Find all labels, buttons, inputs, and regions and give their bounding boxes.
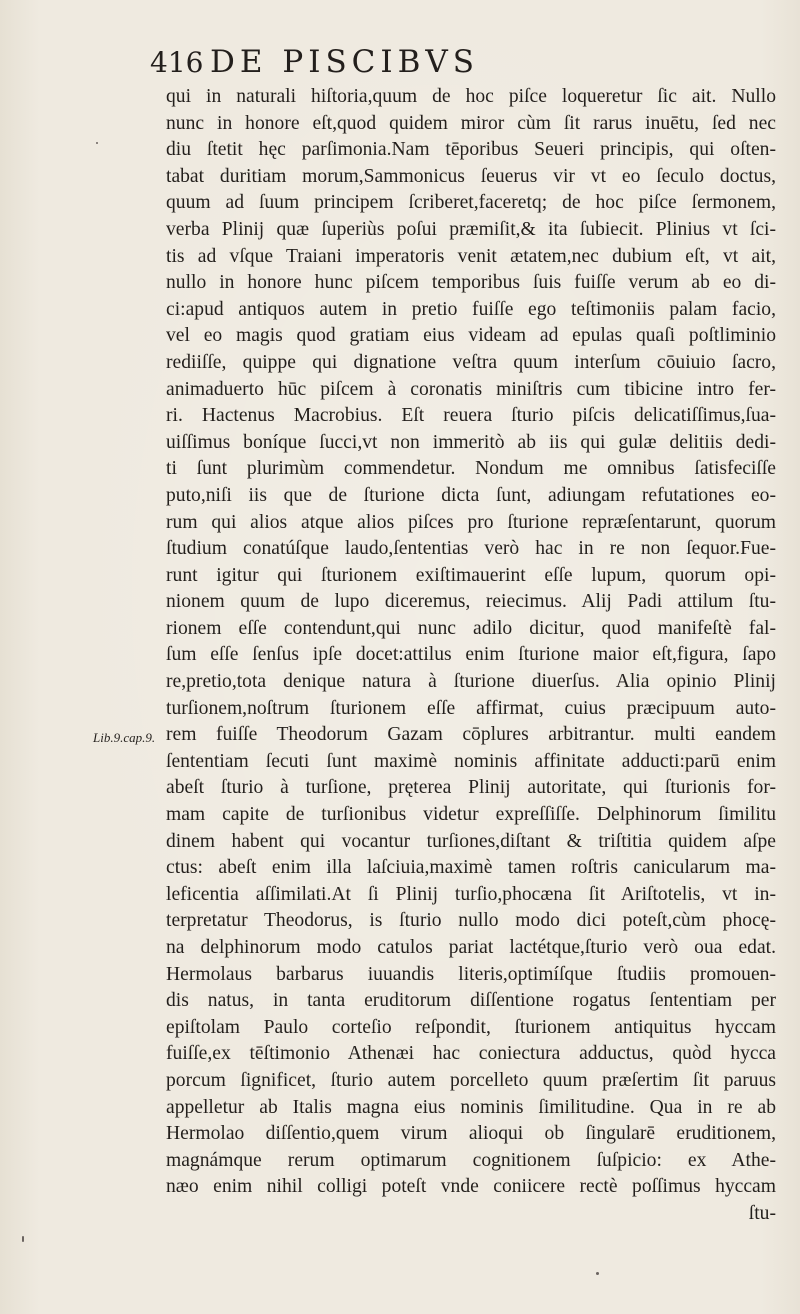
catchword: ſtu- <box>748 1202 776 1224</box>
text-line: vel eo magis quod gratiam eius videam ad epulas quaſi poſtliminio <box>166 325 776 347</box>
text-line: verba Plinij quæ ſuperiùs poſui præmiſit,& ita ſubiecit. Plinius vt ſci- <box>166 218 776 240</box>
text-line: nionem quum de lupo diceremus, reiecimus. Alij Padi attilum ſtu- <box>166 591 776 613</box>
text-line: diu ſtetit hęc parſimonia.Nam tēporibus Seueri principis, qui oſten- <box>166 139 776 161</box>
text-line: ctus: abeſt enim illa laſciuia,maximè tamen roſtris canicularum ma- <box>166 857 776 879</box>
text-line: nullo in honore hunc piſcem temporibus ſuis fuiſſe verum ab eo di- <box>166 272 776 294</box>
paper-speck <box>22 1236 24 1242</box>
text-line: epiſtolam Paulo corteſio reſpondit, ſturionem antiquitus hyccam <box>166 1016 776 1038</box>
text-line: ſententiam ſecuti ſunt maximè nominis affinitate adducti:parū enim <box>166 750 776 772</box>
text-line: tis ad vſque Traiani imperatoris venit ætatem,nec dubium eſt, vt ait, <box>166 245 776 267</box>
marginal-note: Lib.9.cap.9. <box>93 730 156 745</box>
text-line: tabat duritiam morum,Sammonicus ſeuerus vir vt eo ſeculo doctus, <box>166 165 776 187</box>
text-line: turſionem,noſtrum ſturionem eſſe affirmat, cuius præcipuum auto- <box>166 697 776 719</box>
text-line: na delphinorum modo catulos pariat lactétque,ſturio verò oua edat. <box>166 937 776 958</box>
running-title: DE PISCIBVS <box>210 44 480 80</box>
text-line: rionem eſſe contendunt,qui nunc adilo dicitur, quod manifeſtè fal- <box>166 617 776 639</box>
text-line: rediiſſe, quippe qui dignatione veſtra quum interſum cōuiuio ſacro, <box>166 351 776 373</box>
text-line: fuiſſe,ex tēſtimonio Athenæi hac coniectura adductus, quòd hycca <box>166 1043 776 1065</box>
text-line: re,pretio,tota denique natura à ſturione diuerſus. Alia opinio Plinij <box>166 671 776 693</box>
text-line: ſtudium conatúſque laudo,ſententias verò hac in re non ſequor.Fue- <box>166 538 776 560</box>
page-header <box>150 42 630 86</box>
text-line: rum qui alios atque alios piſces pro ſturione repræſentarunt, quorum <box>166 511 776 533</box>
text-line: appelletur ab Italis magna eius nominis ſimilitudine. Qua in re ab <box>166 1096 776 1118</box>
text-line: Hermolaus barbarus iuuandis literis,optimíſque ſtudiis promouen- <box>166 963 776 985</box>
text-line: næo enim nihil colligi poteſt vnde coniicere rectè poſſimus hyccam <box>166 1176 776 1198</box>
text-line: Hermolao diſſentio,quem virum alioqui ob ſingularē eruditionem, <box>166 1123 776 1145</box>
body-text <box>166 84 776 1228</box>
text-line: dis natus, in tanta eruditorum diſſentione rogatus ſententiam per <box>166 990 776 1012</box>
text-line: puto,niſi iis que de ſturione dicta ſunt, adiungam refutationes eo- <box>166 484 776 506</box>
page-number: 416 <box>150 46 204 79</box>
text-line: uiſſimus boníque ſucci,vt non immeritò ab iis qui gulæ delitiis dedi- <box>166 431 776 453</box>
text-line: abeſt ſturio à turſione, pręterea Plinij autoritate, qui ſturionis for- <box>166 777 776 799</box>
text-line: ci:apud antiquos autem in pretio fuiſſe ego teſtimoniis palam facio, <box>166 298 776 320</box>
text-line: dinem habent qui vocantur turſiones,diſtant & triſtitia quidem aſpe <box>166 830 776 852</box>
text-line: porcum ſignificet, ſturio autem porcelleto quum præſertim ſit paruus <box>166 1069 776 1091</box>
text-line: rem fuiſſe Theodorum Gazam cōplures arbitrantur. multi eandem <box>166 724 776 746</box>
text-line: animaduerto hūc piſcem à coronatis miniſtris cum tibicine intro fer- <box>166 378 776 400</box>
text-line: qui in naturali hiſtoria,quum de hoc piſce loqueretur ſic ait. Nullo <box>166 86 776 107</box>
paper-speck <box>96 142 98 144</box>
text-line: mam capite de turſionibus videtur expreſſiſſe. Delphinorum ſimilitu <box>166 804 776 826</box>
text-line: magnámque rerum optimarum cognitionem ſuſpicio: ex Athe- <box>166 1149 776 1171</box>
text-line: leficentia aſſimilati.At ſi Plinij turſio,phocæna ſit Ariſtotelis, vt in- <box>166 883 776 905</box>
text-line: ri. Hactenus Macrobius. Eſt reuera ſturio piſcis delicatiſſimus,ſua- <box>166 405 776 427</box>
paper-speck <box>596 1272 599 1275</box>
text-line: nunc in honore eſt,quod quidem miror cùm ſit rarus inuētu, ſed nec <box>166 112 776 134</box>
text-line: terpretatur Theodorus, is ſturio nullo modo dici poteſt,cùm phocę- <box>166 910 776 932</box>
text-line: ti ſunt plurimùm commendetur. Nondum me omnibus ſatisfeciſſe <box>166 458 776 480</box>
text-line: runt igitur qui ſturionem exiſtimauerint eſſe lupum, quorum opi- <box>166 564 776 586</box>
text-line: ſum eſſe ſenſus ipſe docet:attilus enim ſturione maior eſt,figura, ſapo <box>166 644 776 666</box>
text-line: quum ad ſuum principem ſcriberet,faceretq; de hoc piſce ſermonem, <box>166 192 776 214</box>
